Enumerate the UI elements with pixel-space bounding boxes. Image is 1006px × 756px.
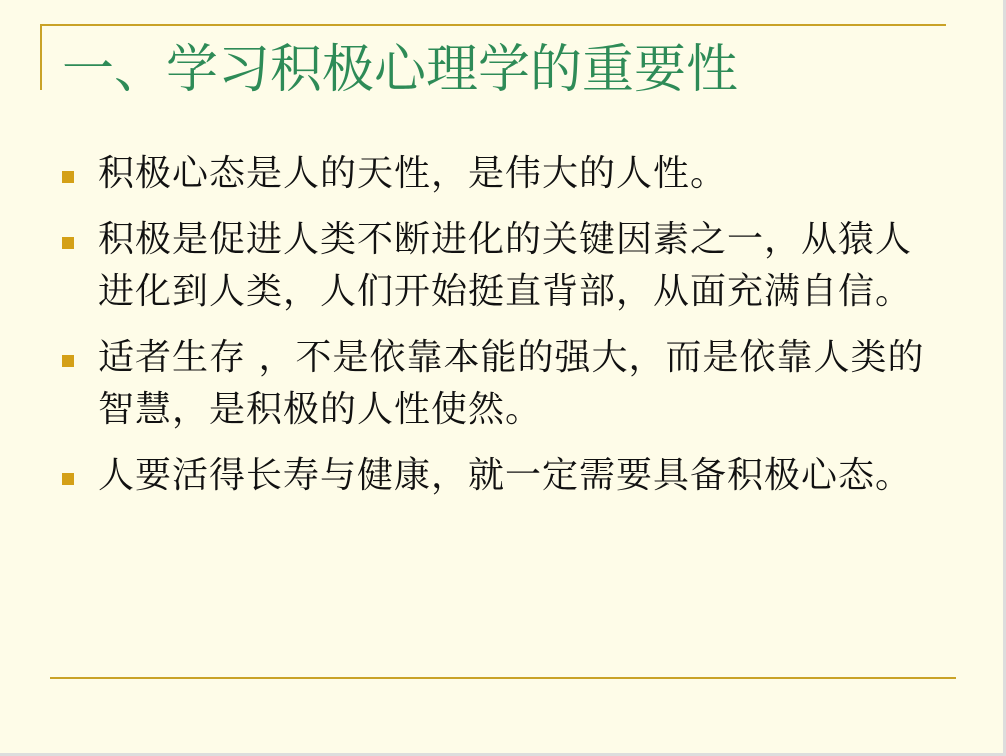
bullet-text: 适者生存 ，不是依靠本能的强大，而是依靠人类的智慧，是积极的人性使然。	[98, 337, 925, 430]
top-divider	[40, 24, 946, 26]
bullet-item	[60, 332, 960, 436]
bullet-text: 人要活得长寿与健康，就一定需要具备积极心态。	[98, 455, 913, 496]
left-accent-line	[40, 24, 42, 90]
bottom-divider	[50, 677, 956, 679]
bullet-item	[60, 214, 960, 318]
square-bullet-icon	[62, 473, 74, 485]
bullet-text: 积极是促进人类不断进化的关键因素之一，从猿人进化到人类，人们开始挺直背部，从面充满自信。	[98, 219, 913, 312]
bullet-item	[60, 148, 960, 200]
square-bullet-icon	[62, 355, 74, 367]
square-bullet-icon	[62, 237, 74, 249]
slide-title: 一、学习积极心理学的重要性	[62, 40, 739, 100]
square-bullet-icon	[62, 171, 74, 183]
bullet-list	[60, 148, 960, 516]
bullet-item	[60, 450, 960, 502]
bullet-text: 积极心态是人的天性，是伟大的人性。	[98, 153, 728, 194]
